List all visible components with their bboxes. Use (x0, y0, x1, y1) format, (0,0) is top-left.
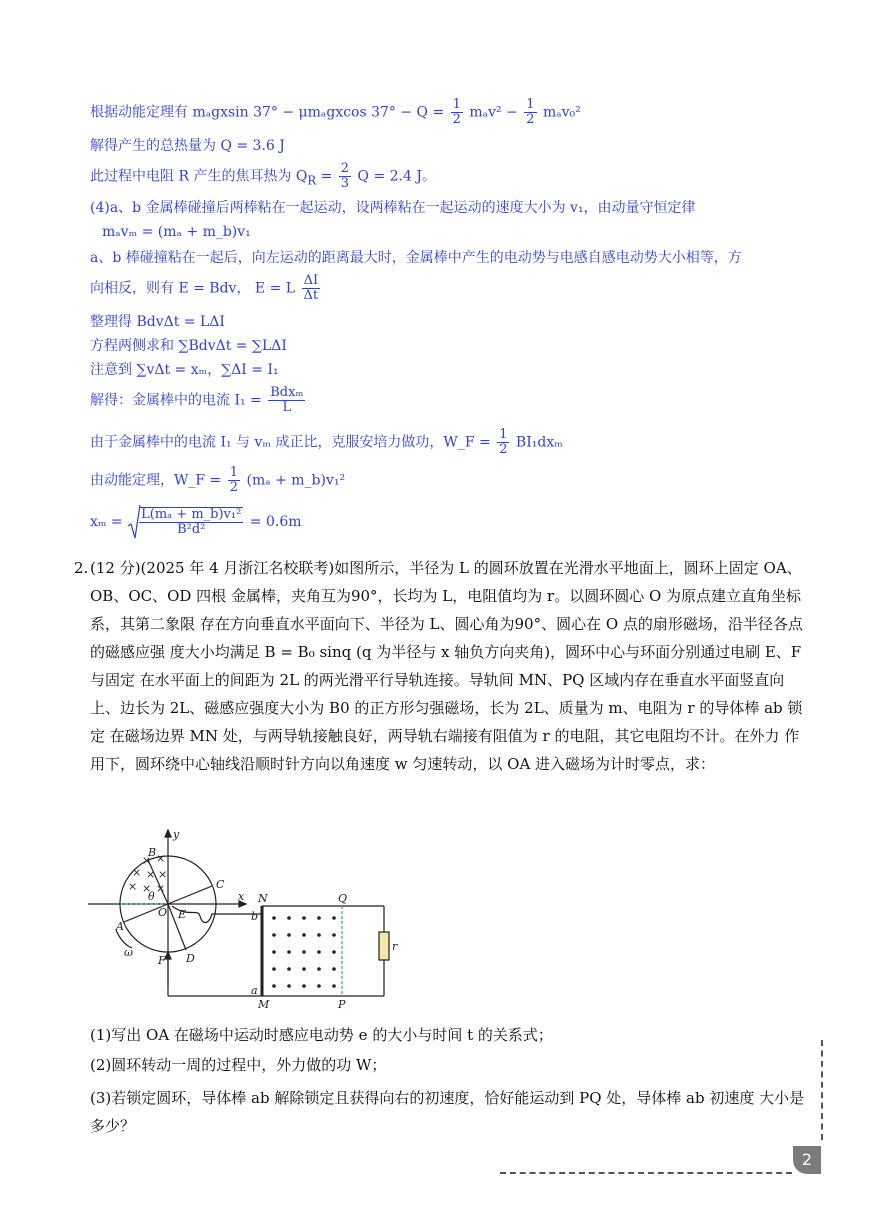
denominator: B²d² (177, 522, 206, 537)
cross-icon: × (146, 868, 156, 881)
label-y: y (173, 828, 180, 841)
denominator: 2 (499, 442, 508, 457)
label-n: N (258, 892, 268, 905)
fraction (497, 428, 509, 457)
field-dot-icon (287, 933, 291, 937)
field-dot-icon (302, 916, 306, 920)
label-o-point: O (158, 906, 168, 919)
equation-text: 由动能定理，W_F = (90, 472, 222, 489)
cross-icon: × (132, 866, 142, 879)
field-dot-icon (332, 967, 336, 971)
equation-text: = 0.6m (249, 514, 302, 530)
rod-oc (168, 886, 212, 904)
equation-text: mₐv² − (469, 104, 518, 121)
numerator: 1 (229, 465, 239, 480)
denominator: Δt (303, 288, 319, 303)
field-dot-icon (302, 984, 306, 988)
solution-line-9: 方程两侧求和 ∑BdvΔt = ∑LΔI (90, 338, 287, 354)
equation-text: BI₁dxₘ (515, 434, 563, 451)
numerator: Bdxₘ (270, 385, 304, 400)
field-dot-icon (317, 967, 321, 971)
denominator: 2 (229, 480, 239, 495)
fraction (302, 274, 321, 303)
denominator: 2 (452, 112, 461, 127)
equation-text: Q = 2.4 J。 (357, 168, 436, 185)
circuit-figure (88, 826, 410, 1012)
question-2 (74, 554, 805, 778)
solution-line-1 (90, 98, 581, 127)
field-dot-icon (317, 950, 321, 954)
numerator: 1 (526, 97, 535, 112)
field-dot-icon (317, 916, 321, 920)
label-r: r (392, 940, 398, 953)
sub-question-1: (1)写出 OA 在磁场中运动时感应电动势 e 的大小与时间 t 的关系式； (90, 1026, 553, 1044)
field-dot-icon (272, 984, 276, 988)
denominator: 2 (526, 112, 535, 127)
fraction (451, 98, 463, 127)
solution-line-8: 整理得 BdvΔt = LΔI (90, 314, 225, 330)
numerator: 1 (452, 97, 461, 112)
question-number: 2. (74, 559, 89, 577)
sub-question-2: (2)圆环转动一周的过程中，外力做的功 W； (90, 1056, 387, 1074)
square-root (127, 504, 245, 540)
fraction (139, 507, 243, 537)
field-dot-icon (272, 967, 276, 971)
label-x: x (238, 890, 245, 903)
label-theta: θ (148, 890, 155, 903)
denominator: L (282, 400, 292, 415)
field-dot-icon (332, 950, 336, 954)
field-dot-icon (302, 967, 306, 971)
label-omega: ω (124, 946, 133, 959)
sub-question-3: (3)若锁定圆环，导体棒 ab 解除锁定且获得向右的初速度，恰好能运动到 PQ 处，导体棒 ab 初速度 大小是多少？ (90, 1089, 805, 1135)
solution-line-14 (90, 504, 302, 540)
equation-text: = (316, 168, 333, 185)
solution-line-7 (90, 274, 322, 303)
label-b-point: B (148, 846, 157, 859)
equation-text: 解得：金属棒中的电流 I₁ = (90, 392, 262, 409)
equation-text: 由于金属棒中的电流 I₁ 与 vₘ 成正比，克服安培力做功，W_F = (90, 434, 491, 451)
fraction (524, 98, 536, 127)
cross-icon: × (142, 882, 152, 895)
label-q: Q (338, 892, 348, 905)
solution-line-2: 解得产生的总热量为 Q = 3.6 J (90, 138, 285, 154)
fraction (228, 466, 240, 495)
equation-text: 根据动能定理有 mₐgxsin 37° − μmₐgxcos 37° − Q = (90, 104, 445, 121)
numerator: ΔI (302, 274, 321, 289)
field-dot-icon (317, 984, 321, 988)
solution-line-13 (90, 466, 345, 495)
cross-icon: × (158, 868, 168, 881)
equation-text: (mₐ + m_b)v₁² (246, 472, 346, 489)
cross-icon: × (128, 880, 138, 893)
label-f-brush: F (158, 954, 166, 967)
cross-icon: × (156, 882, 166, 895)
denominator: 3 (340, 176, 350, 191)
page-border-dashed-horizontal (500, 1172, 792, 1174)
solution-line-11 (90, 386, 307, 415)
field-dot-icon (287, 984, 291, 988)
magnetic-field-dots (272, 916, 336, 988)
equation-text: 向相反，则有 E = Bdv， E = L (90, 280, 296, 297)
equation-text: mₐv₀² (542, 104, 581, 121)
solution-line-3 (90, 162, 436, 191)
label-d-point: D (186, 952, 195, 965)
field-dot-icon (317, 933, 321, 937)
cross-icon: × (142, 854, 152, 867)
label-a-point: A (116, 920, 124, 933)
field-dot-icon (272, 950, 276, 954)
equation-text: 此过程中电阻 R 产生的焦耳热为 Q (90, 168, 308, 185)
label-b-rod: b (251, 910, 259, 923)
field-dot-icon (302, 950, 306, 954)
numerator: L(mₐ + m_b)v₁² (141, 507, 242, 522)
y-axis-arrow-icon (165, 830, 171, 837)
question-text: (12 分)(2025 年 4 月浙江名校联考)如图所示，半径为 L 的圆环放置在光滑水平地面上，圆环上固定 OA、OB、OC、OD 四根 金属棒，夹角互为90°，长均为 L，电阻值均为 r。以圆环圆心 O 为原点建立直角坐标系，其第二象限 存在方向垂直水平面向下、半径为 L、圆心角为90°、圆心在 O 点的扇形磁场，沿半径各点的磁感应强 度大小均满足 B = B₀ sinq (q 为半径与 x 轴负方向夹角)，圆环中心与环面分别通过电刷 E、F 与固定 在水平面上的间距为 2L 的两光滑平行导轨连接。导轨间 MN、PQ 区域内存在垂直水平面竖直向上、边长为 2L、磁感应强度大小为 B0 的正方形匀强磁场，长为 2L、质量为 m、电阻为 r 的导体棒 ab 锁定 在磁场边界 MN 处，与两导轨接触良好，两导轨右端接有阻值为 r 的电阻，其它电阻均不计。在外力 作用下，圆环绕中心轴线沿顺时针方向以角速度 w 匀速转动，以 OA 进入磁场为计时零点，求： (90, 559, 803, 773)
cross-icon: × (156, 852, 166, 865)
solution-line-12 (90, 428, 563, 457)
label-a-rod: a (251, 984, 258, 997)
field-dot-icon (287, 967, 291, 971)
field-dot-icon (272, 916, 276, 920)
solution-line-10: 注意到 ∑vΔt = xₘ，∑ΔI = I₁ (90, 362, 279, 378)
fraction (339, 162, 351, 191)
numerator: 1 (499, 427, 508, 442)
solution-line-6: a、b 棒碰撞粘在一起后，向左运动的距离最大时，金属棒中产生的电动势与电感自感电动势大小相等，方 (90, 250, 742, 266)
field-dot-icon (332, 984, 336, 988)
field-dot-icon (302, 933, 306, 937)
field-dot-icon (332, 916, 336, 920)
field-dot-icon (332, 933, 336, 937)
solution-line-4: (4)a、b 金属棒碰撞后两棒粘在一起运动，设两棒粘在一起运动的速度大小为 v₁，由动量守恒定律 (90, 200, 696, 216)
page-border-dashed-vertical (821, 1040, 823, 1140)
equation-text: xₘ = (90, 514, 123, 530)
label-c-point: C (216, 878, 225, 891)
label-p: P (338, 998, 346, 1011)
f-arrow-icon (165, 952, 171, 959)
field-dot-icon (287, 916, 291, 920)
label-m: M (258, 998, 270, 1011)
fraction (268, 386, 305, 415)
field-dot-icon (287, 950, 291, 954)
label-e-brush: E (178, 908, 187, 921)
page-number: 2 (793, 1146, 821, 1174)
field-dot-icon (272, 933, 276, 937)
subscript: R (307, 173, 317, 188)
resistor (379, 932, 389, 960)
solution-line-5: mₐvₘ = (mₐ + m_b)v₁ (102, 224, 251, 240)
numerator: 2 (340, 161, 350, 176)
